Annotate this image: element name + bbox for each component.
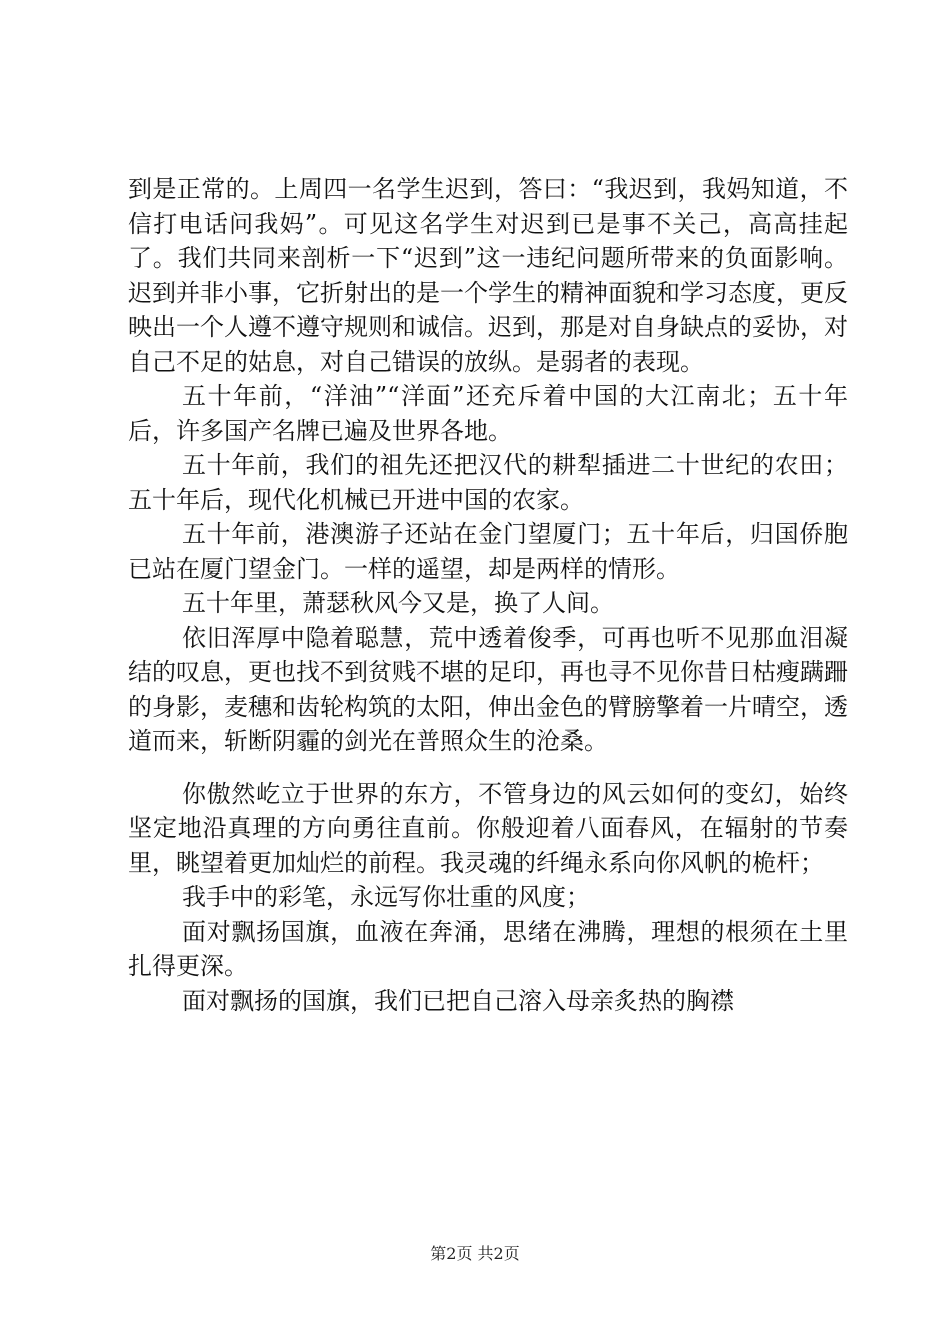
- paragraph-7: 你傲然屹立于世界的东方，不管身边的风云如何的变幻，始终坚定地沿真理的方向勇往直前。你般迎着八面春风，在辐射的节奏里，眺望着更加灿烂的前程。我灵魂的纤绳永系向你风帆的桅杆；: [128, 779, 848, 877]
- paragraph-2: 五十年前，“洋油”“洋面”还充斥着中国的大江南北；五十年后，许多国产名牌已遍及世界各地。: [128, 382, 848, 445]
- page-number-footer: 第2页 共2页: [430, 1244, 520, 1263]
- paragraph-5: 五十年里，萧瑟秋风今又是，换了人间。: [182, 589, 614, 617]
- paragraph-9: 面对飘扬国旗，血液在奔涌，思绪在沸腾，理想的根须在土里扎得更深。: [128, 917, 848, 980]
- paragraph-4: 五十年前，港澳游子还站在金门望厦门；五十年后，归国侨胞已站在厦门望金门。一样的遥望，却是两样的情形。: [128, 520, 848, 583]
- paragraph-10: 面对飘扬的国旗，我们已把自己溶入母亲炙热的胸襟: [182, 986, 734, 1015]
- paragraph-8: 我手中的彩笔，永远写你壮重的风度；: [182, 883, 590, 911]
- paragraph-1: 到是正常的。上周四一名学生迟到，答曰：“我迟到，我妈知道，不信打电话问我妈”。可见这名学生对迟到已是事不关己，高高挂起了。我们共同来剖析一下“迟到”这一违纪问题所带来的负面影响。迟到并非小事，它折射出的是一个学生的精神面貌和学习态度，更反映出一个人遵不遵守规则和诚信。迟到，那是对自身缺点的妥协，对自己不足的姑息，对自己错误的放纵。是弱者的表现。: [128, 175, 848, 376]
- document-body: [128, 172, 848, 1018]
- paragraph-6: 依旧浑厚中隐着聪慧，荒中透着俊季，可再也听不见那血泪凝结的叹息，更也找不到贫贱不堪的足印，再也寻不见你昔日枯瘦蹒跚的身影，麦穗和齿轮构筑的太阳，伸出金色的臂膀擎着一片晴空，透道而来，斩断阴霾的剑光在普照众生的沧桑。: [128, 623, 848, 755]
- paragraph-3: 五十年前，我们的祖先还把汉代的耕犁插进二十世纪的农田；五十年后，现代化机械已开进中国的农家。: [128, 451, 848, 514]
